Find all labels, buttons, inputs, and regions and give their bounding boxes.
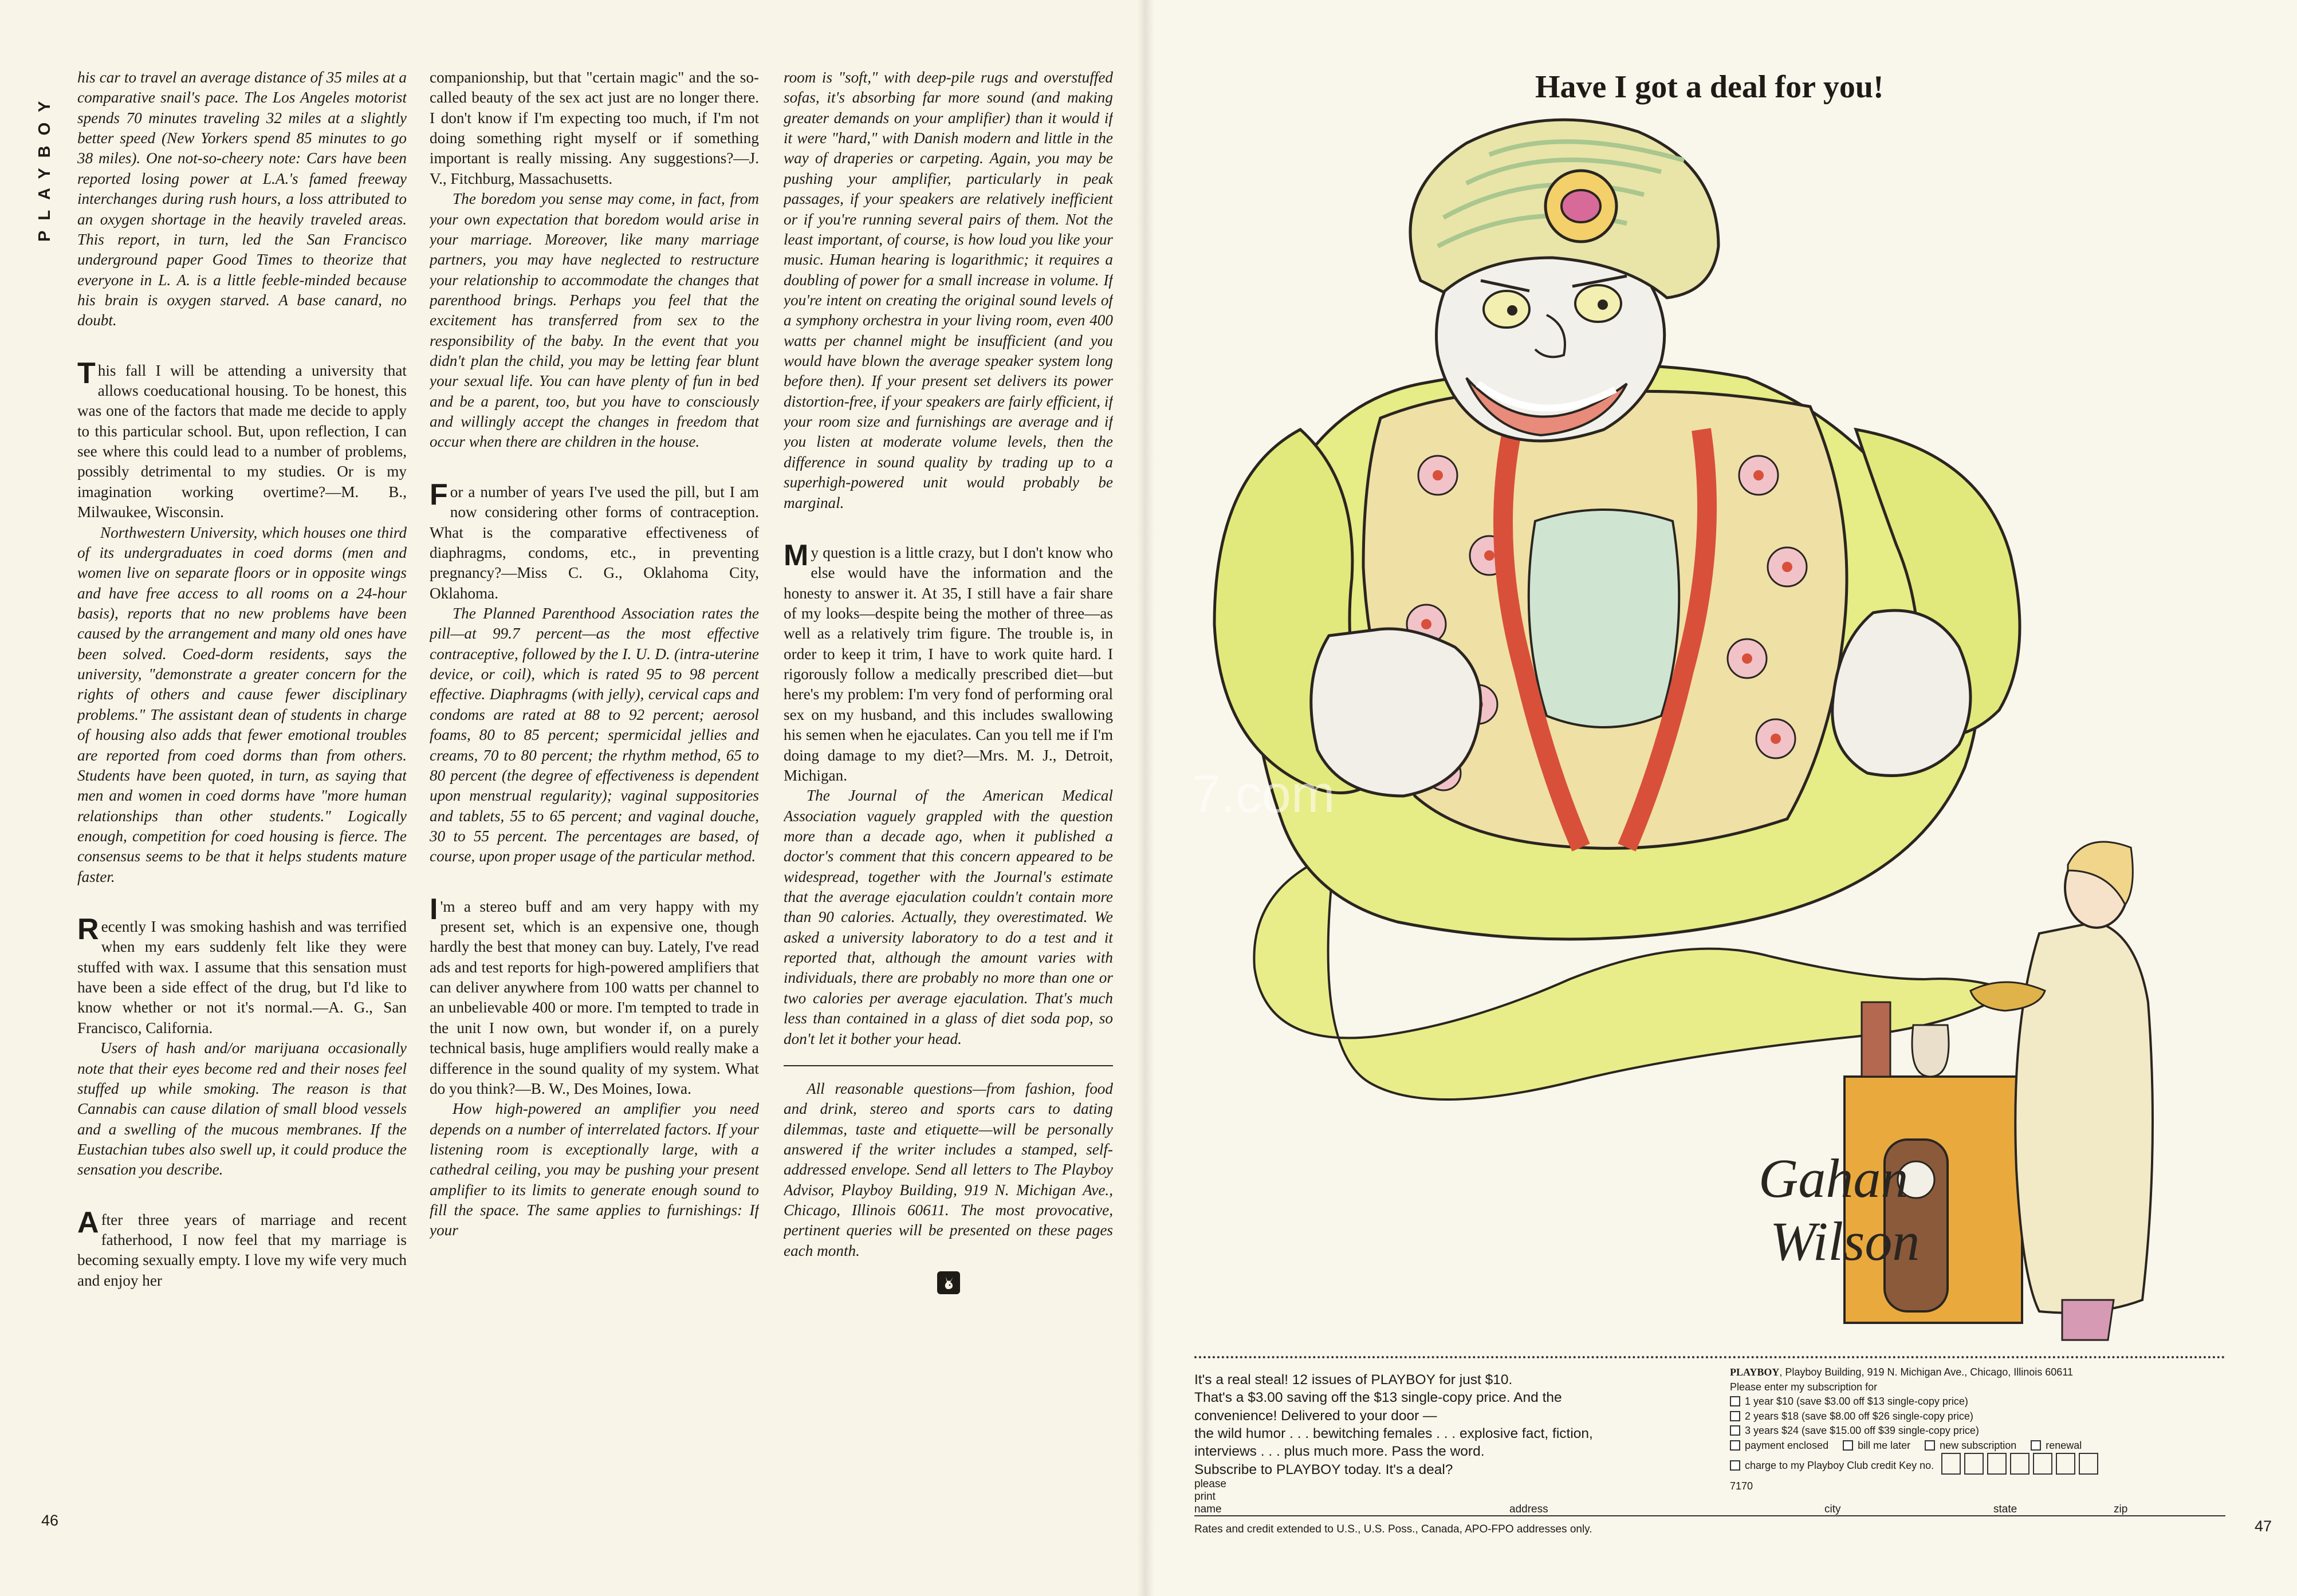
section-divider <box>784 1065 1113 1066</box>
drop-cap: A <box>77 1205 99 1239</box>
page-number: 46 <box>41 1512 59 1529</box>
answer-text: The Planned Parenthood Association rates the pill—at 99.7 percent—as the most effective contraceptive, followed by the I. U. D. (intra-uterine device, or coil), which is rated 95 to 98 percent effective. Diaphragms (with jelly), cervical caps and condoms are rated at 88 to 92 percent; aerosol foams, 80 to 85 percent; spermicidal jellies and creams, 70 to 80 percent; the rhythm method, 65 to 80 percent (the degree of effectiveness is dependent upon menstrual regularity); vaginal suppositories and tablets, 55 to 65 percent; and vaginal douche, 30 to 55 percent. The percentages are based, of course, upon proper usage of the particular method. <box>430 604 759 865</box>
question-text <box>77 913 407 1038</box>
print-label: print <box>1194 1491 1216 1503</box>
answer-text: How high-powered an amplifier you need depends on a number of interrelated factors. If your listening room is exceptionally large, with a cathedral ceiling, you may be pushing your present amplifier to its limits to generate enough sound to fill the space. The same applies to furnishings: If your <box>430 1100 759 1239</box>
question-body: fter three years of marriage and recent fatherhood, I now feel that my marriage is becoming sexually empty. I love my wife very much and enjoy her <box>77 1211 407 1289</box>
drop-cap: F <box>430 478 448 511</box>
drop-cap: T <box>77 356 96 390</box>
offer-line: interviews . . . plus much more. Pass the word. <box>1194 1444 1485 1460</box>
zip-label: zip <box>2114 1503 2128 1515</box>
text-column-3 <box>784 68 1113 1534</box>
genie-illustration <box>1169 109 2251 1357</box>
question-body: y question is a little crazy, but I don't know who else would have the information and the honesty to answer it. At 35, I still have a fair share of my looks—despite being the mother of three—as well as a relatively trim figure. The trouble is, in order to keep it trim, I have to work quite hard. I rigorously follow a medically prescribed diet—but here's my problem: I'm very fond of performing oral sex on my husband, and this includes swallowing his semen when he ejaculates. Can you tell me if I'm doing damage to my diet?—Mrs. M. J., Detroit, Michigan. <box>784 543 1113 784</box>
genie-left-hand <box>1311 629 1481 796</box>
artist-signature-line2: Wilson <box>1770 1211 1920 1272</box>
rates-note: Rates and credit extended to U.S., U.S. Poss., Canada, APO-FPO addresses only. <box>1194 1523 1592 1535</box>
checkbox[interactable] <box>1730 1425 1740 1436</box>
city-label: city <box>1824 1503 1841 1515</box>
artist-signature-line1: Gahan <box>1759 1148 1909 1209</box>
answer-text: Northwestern University, which houses one third of its undergraduates in coed dorms (men and women live on separate floors or in opposite wings and have free access to all rooms on a 24-hour basis), reports that no new problems have been caused by the arrangement and many old ones have been solved. Coed-dorm residents, says the university, "demonstrate a greater concern for the rights of others and cause fewer disciplinary problems." The assistant dean of students in charge of housing also adds that fewer emotional troubles are reported from coed dorms than from others. Students have been quoted, in turn, as saying that men and women in coed dorms have "more human relationships than other students." Logically enough, competition for coed housing is fierce. The consensus seems to be that it helps students mature faster. <box>77 523 407 885</box>
genie-chest <box>1529 510 1680 727</box>
brand-name: PLAYBOY <box>1730 1366 1780 1378</box>
left-page <box>0 0 1146 1596</box>
option-3-years[interactable]: 3 years $24 (save $15.00 off $39 single-copy price) <box>1730 1424 2223 1439</box>
credit-key-row: charge to my Playboy Club credit Key no. <box>1730 1453 2223 1479</box>
answer-text: his car to travel an average distance of 35 miles at a comparative snail's pace. The Los Angeles motorist spends 70 minutes traveling 32 miles at a slightly better speed (New Yorkers spend 85 minutes to go 38 miles). One not-so-cheery note: Cars have been reported losing power at L.A.'s famed freeway interchanges during rush hours, a loss attributed to an oxygen shortage in the heavily traveled areas. This report, in turn, led the San Francisco underground paper Good Times to theorize that everyone in L. A. is a little feeble-minded because his brain is oxygen starved. A base canard, no doubt. <box>77 69 407 329</box>
enter-subscription-label: Please enter my subscription for <box>1730 1381 1878 1393</box>
question-continued: companionship, but that "certain magic" and the so-called beauty of the sex act just are no longer there. I don't know if I'm expecting too much, if I'm not doing something right myself or if something important is really missing. Any suggestions?—J. V., Fitchburg, Massachusetts. <box>430 69 759 187</box>
shelf-figurine <box>1862 1002 1890 1077</box>
answer-text: The boredom you sense may come, in fact, from your own expectation that boredom would arise in your marriage. Moreover, like many marriage partners, you may have neglected to restructure your relationship to accommodate the changes that parenthood brings. Perhaps you feel that the excitement has transferred from sex to the responsibility of the baby. In the event that you didn't plan the child, you may be letting fear blunt your sexual life. You can have plenty of fun in bed and be a parent, too, but you have to consciously and willingly accept the changes in freedom that occur when there are children in the house. <box>430 190 759 451</box>
name-address-input-line[interactable] <box>1194 1515 2225 1516</box>
question-text <box>430 478 759 604</box>
man-coat <box>2015 922 2153 1313</box>
question-text <box>430 892 759 1100</box>
drop-cap: R <box>77 913 99 947</box>
drop-cap: M <box>784 538 809 572</box>
option-2-years[interactable]: 2 years $18 (save $8.00 off $26 single-copy price) <box>1730 1409 2223 1424</box>
please-label: please <box>1194 1478 1226 1490</box>
charge-checkbox[interactable] <box>1730 1460 1740 1471</box>
man-pants <box>2062 1300 2114 1340</box>
offer-copy <box>1194 1371 1727 1479</box>
renewal-checkbox[interactable] <box>2031 1440 2041 1451</box>
checkbox[interactable] <box>1730 1396 1740 1406</box>
question-text <box>77 356 407 523</box>
rabbit-head-end-icon <box>937 1271 960 1294</box>
answer-text: Users of hash and/or marijuana occasionally note that their eyes become red and their noses feel stuffed up while smoking. The reason is that Cannabis can cause dilation of small blood vessels and a swelling of the mucous membranes. If the Eustachian tubes also swell up, it could produce the sensation you describe. <box>77 1039 407 1179</box>
answer-text: room is "soft," with deep-pile rugs and overstuffed sofas, it's absorbing far more sound (and making greater demands on your amplifier) than it would if it were "hard," with Danish modern and little in the way of draperies or carpeting. Again, you may be pushing your amplifier, particularly in peak passages, if your speakers are relatively inefficient or if you're running several pairs of them. Not the least important, of course, is how loud you like your music. Human hearing is logarithmic; it requires a doubling of power for a small increase in volume. If you're intent on creating the original sound levels of a symphony orchestra in your living room, even 400 watts per channel might be insufficient (and you would have blown the average speaker system long before then). If your present set delivers its power distortion-free, if your speakers are fairly efficient, if your room size and furnishings are average and if you listen at moderate volume levels, then the difference in sound quality by trading up to a superhigh-powered unit would probably be marginal. <box>784 69 1113 511</box>
offer-line: convenience! Delivered to your door — <box>1194 1408 1437 1424</box>
page-gutter <box>1137 0 1154 1596</box>
order-options <box>1730 1365 2223 1493</box>
offer-line: the wild humor . . . bewitching females . . . explosive fact, fiction, <box>1194 1426 1593 1442</box>
offer-line: It's a real steal! 12 issues of PLAYBOY for just $10. <box>1194 1372 1513 1388</box>
page-number: 47 <box>2255 1518 2272 1535</box>
genie-left-eye <box>1484 291 1529 328</box>
offer-line: That's a $3.00 saving off the $13 single-copy price. And the <box>1194 1390 1562 1406</box>
payment-enclosed-checkbox[interactable] <box>1730 1440 1740 1451</box>
offer-line: Subscribe to PLAYBOY today. It's a deal? <box>1194 1461 1453 1477</box>
question-text <box>784 538 1113 786</box>
answer-text: The Journal of the American Medical Association vaguely grappled with the question more than a decade ago, when it published a doctor's comment that this concern appeared to be widespread, together with the Journal's estimate that the average ejaculation couldn't contain more than 90 calories. Actually, they overestimated. We asked a university laboratory to do a test and it reported that, although the amount varies with individuals, there are probably no more than one or two calories per average ejaculation. That's much less than contained in a glass of diet soda pop, so don't let it bother your head. <box>784 787 1113 1047</box>
offer-code: 7170 <box>1730 1480 1753 1492</box>
subscription-order-form <box>1194 1356 2225 1539</box>
key-number-boxes[interactable] <box>1941 1453 2102 1479</box>
running-head: PLAYBOY <box>36 90 54 242</box>
question-body: 'm a stereo buff and am very happy with my present set, which is an expensive one, though hardly the best that money can buy. Lately, I've read ads and test reports for high-powered amplifiers that can deliver anywhere from 100 watts per channel to an unbelievable 400 or more. I'm tempted to trade in the unit I now own, but wonder if, on a purely technical basis, huge amplifiers would really make a difference in the sound quality of my system. What do you think?—B. W., Des Moines, Iowa. <box>430 897 759 1097</box>
question-text <box>77 1205 407 1291</box>
ad-headline: Have I got a deal for you! <box>1535 69 1884 105</box>
drop-cap: I <box>430 892 438 926</box>
checkbox[interactable] <box>1730 1411 1740 1421</box>
closing-note: All reasonable questions—from fashion, food and drink, stereo and sports cars to dating dilemmas, taste and etiquette—will be personally answered if the writer includes a stamped, self-addressed envelope. Send all letters to The Playboy Advisor, Playboy Building, 919 N. Michigan Ave., Chicago, Illinois 60611. The most provocative, pertinent queries will be presented on these pages each month. <box>784 1079 1113 1259</box>
text-column-2 <box>430 68 759 1534</box>
watermark: 7.com <box>1191 765 1335 823</box>
text-column-1 <box>77 68 407 1534</box>
bill-me-later-checkbox[interactable] <box>1843 1440 1853 1451</box>
shelf-jug <box>1912 1025 1949 1077</box>
option-1-year[interactable]: 1 year $10 (save $3.00 off $13 single-copy price) <box>1730 1394 2223 1409</box>
address-label: address <box>1509 1503 1548 1515</box>
state-label: state <box>1993 1503 2017 1515</box>
question-body: ecently I was smoking hashish and was terrified when my ears suddenly felt like they were stuffed with wax. I assume that this sensation must have been a side effect of the drug, but I'd like to know whether or not it's normal.—A. G., San Francisco, California. <box>77 918 407 1037</box>
payment-options: payment enclosed bill me later new subscription renewal <box>1730 1439 2223 1453</box>
new-subscription-checkbox[interactable] <box>1925 1440 1935 1451</box>
genie-right-hand <box>1832 610 1970 775</box>
name-label: name <box>1194 1503 1222 1515</box>
mailing-address: PLAYBOY, Playboy Building, 919 N. Michigan Ave., Chicago, Illinois 60611 <box>1730 1366 2073 1378</box>
question-body: or a number of years I've used the pill, but I am now considering other forms of contraception. What is the comparative effectiveness of diaphragms, condoms, etc., in preventing pregnancy?—Miss C. G., Oklahoma City, Oklahoma. <box>430 483 759 602</box>
question-body: his fall I will be attending a university that allows coeducational housing. To be honest, this was one of the factors that made me decide to apply to this particular school. But, upon reflection, I can see where this could lead to a number of problems, possibly detrimental to my studies. Or is my imagination working overtime?—M. B., Milwaukee, Wisconsin. <box>77 361 407 521</box>
